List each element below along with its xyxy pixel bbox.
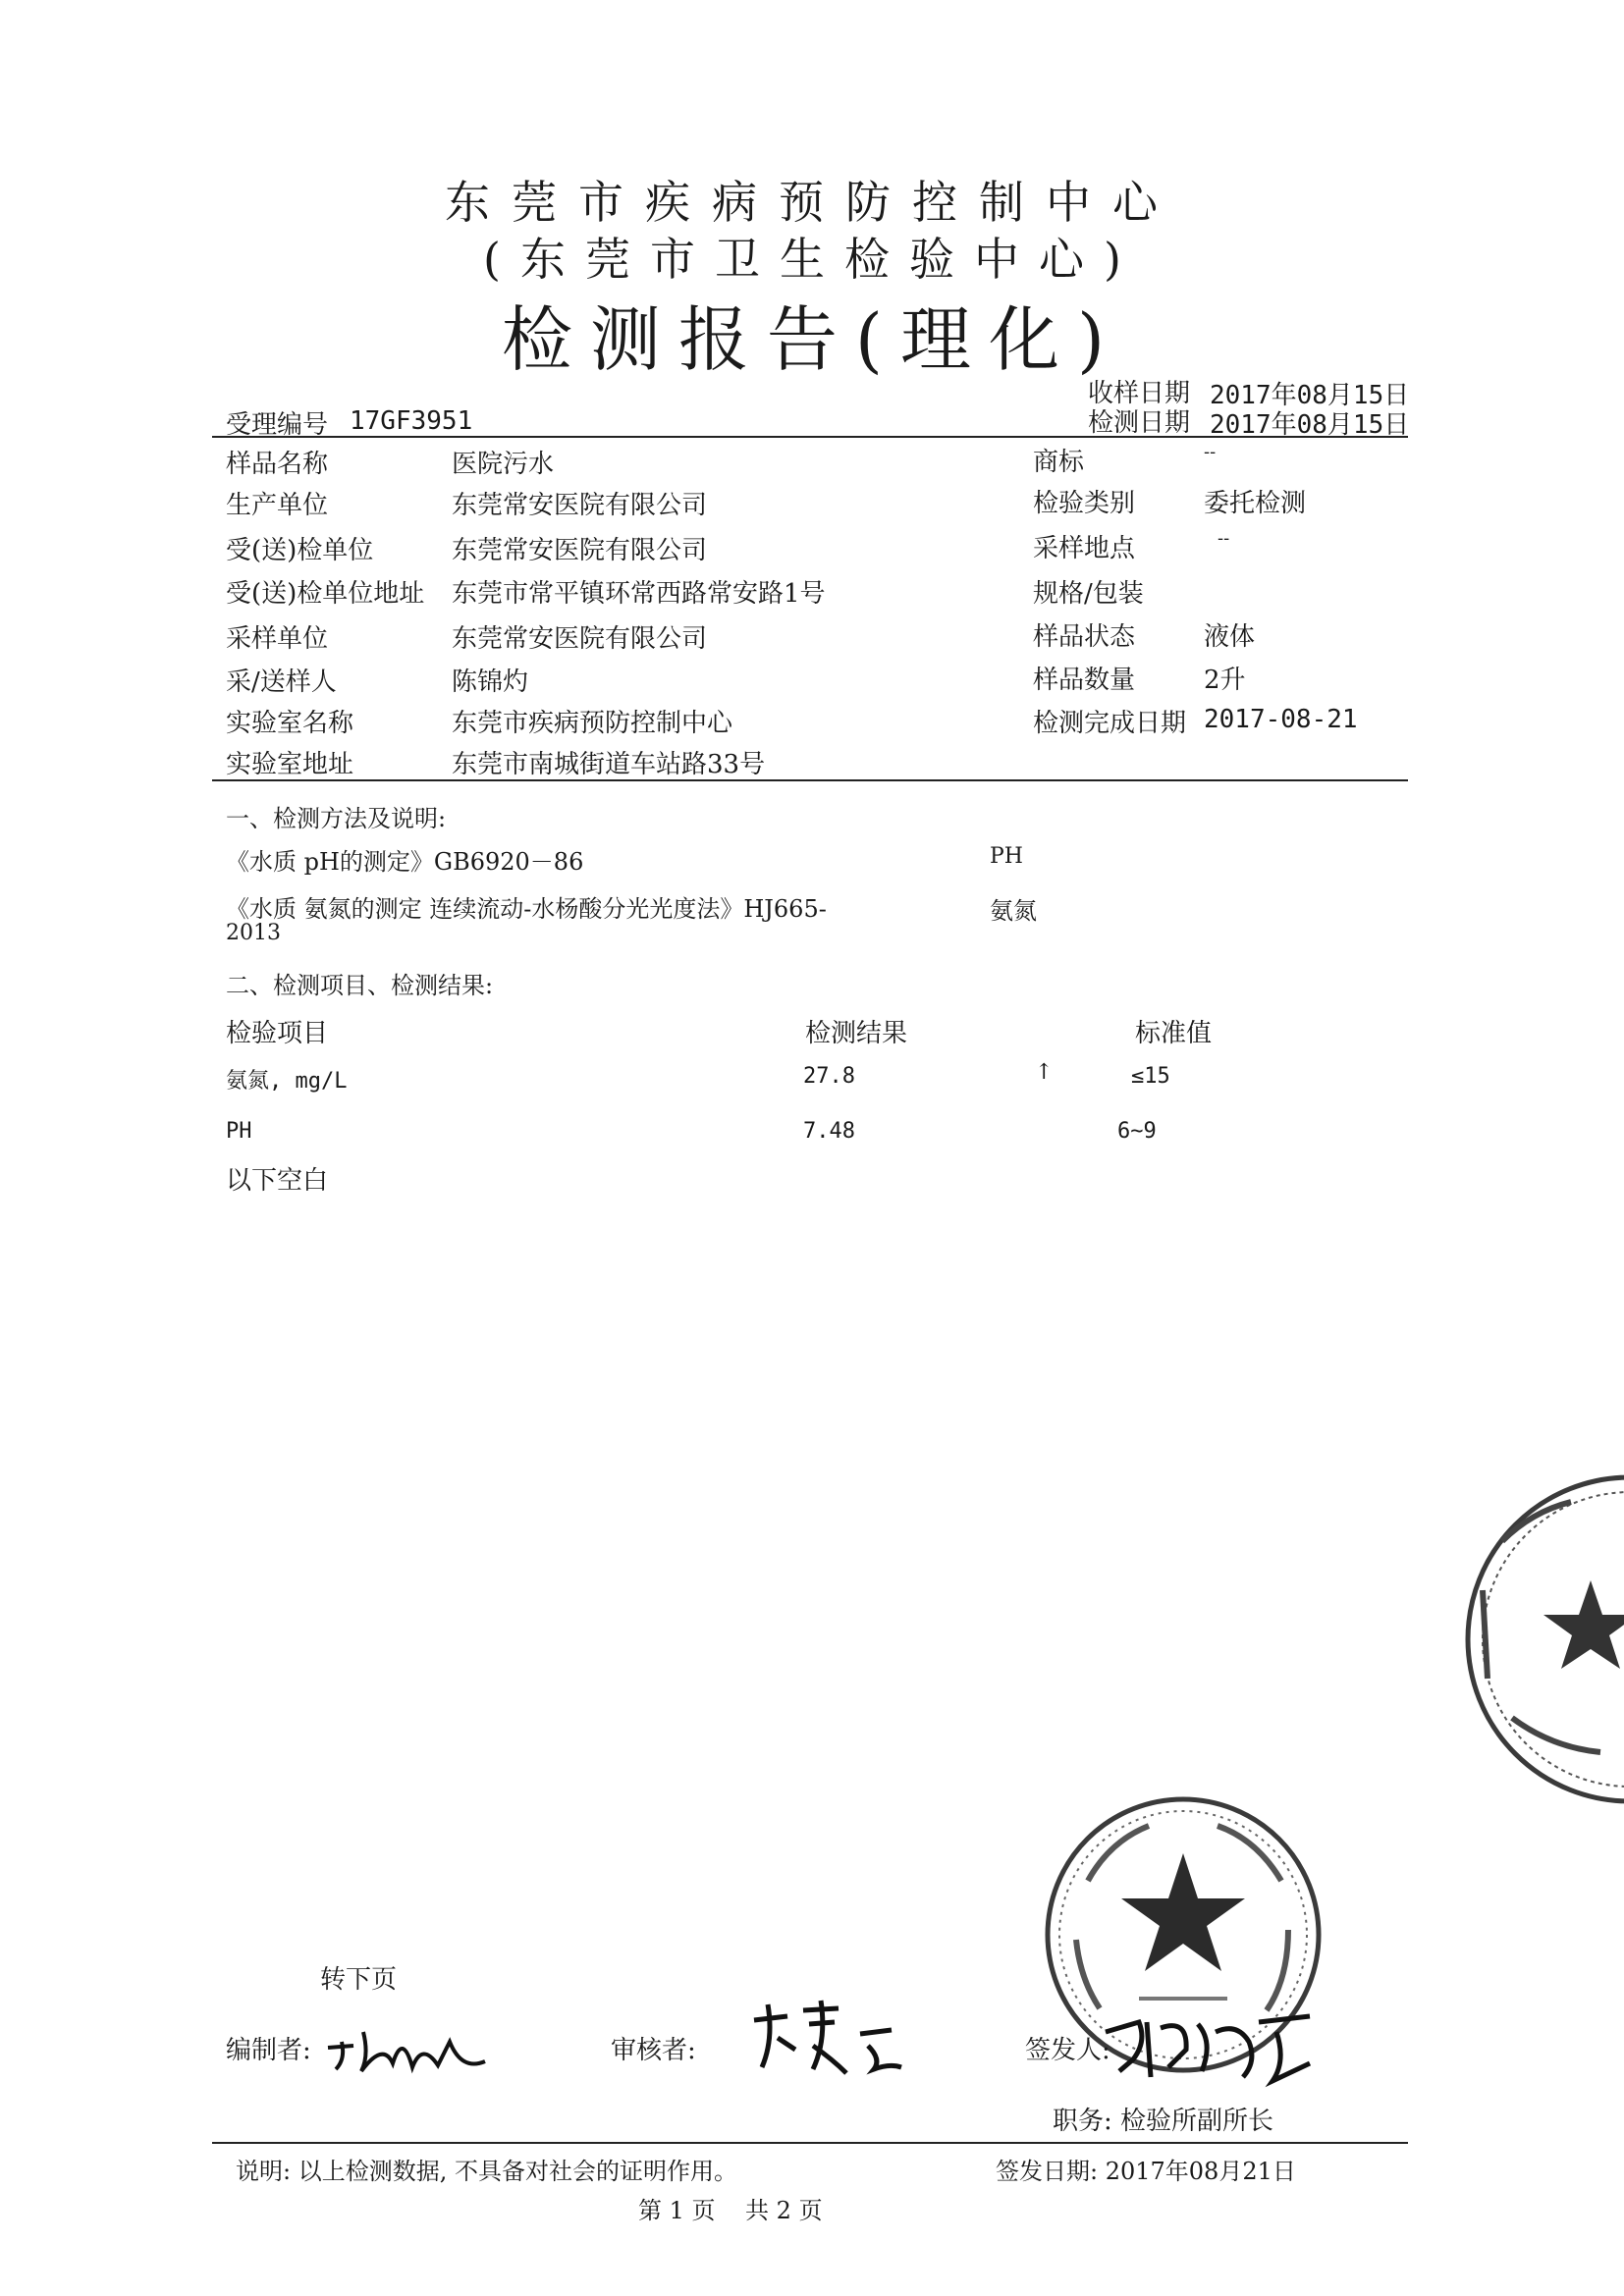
compiler-signature: [324, 2012, 491, 2081]
info-label: 生产单位: [226, 491, 329, 520]
results-column-header: 标准值: [1135, 1019, 1213, 1048]
reviewer-label: 审核者:: [611, 2036, 696, 2065]
method-text: 《水质 氨氮的测定 连续流动-水杨酸分光光度法》HJ665-: [226, 895, 827, 923]
result-value: 7.48: [803, 1119, 855, 1144]
info-value: 委托检测: [1204, 489, 1307, 518]
info-label: 实验室地址: [226, 750, 354, 779]
info-label: 商标: [1033, 448, 1085, 477]
info-label: 受(送)检单位地址: [226, 579, 425, 609]
receive-date-value: 2017年08月15日: [1210, 381, 1410, 410]
info-label: 检测完成日期: [1033, 709, 1187, 738]
partial-official-seal: [1443, 1472, 1624, 1806]
info-value: --: [1218, 528, 1230, 549]
result-item: 氨氮, mg/L: [226, 1069, 348, 1094]
header-rule: [212, 436, 1408, 438]
compiler-label: 编制者:: [226, 2036, 311, 2065]
accept-no-value: 17GF3951: [350, 406, 473, 436]
info-value: 2升: [1204, 666, 1246, 695]
result-flag: ↑: [1035, 1060, 1054, 1085]
methods-heading: 一、检测方法及说明:: [226, 805, 447, 832]
issue-date: 签发日期: 2017年08月21日: [996, 2158, 1296, 2185]
result-standard: 6~9: [1117, 1119, 1157, 1144]
info-label: 样品状态: [1033, 622, 1136, 652]
info-label: 检验类别: [1033, 489, 1136, 518]
method-text-continued: 2013: [226, 921, 281, 945]
info-label: 采/送样人: [226, 667, 337, 697]
issuer-label: 签发人:: [1025, 2036, 1110, 2065]
info-value: 东莞常安医院有限公司: [452, 491, 708, 520]
method-item: PH: [990, 844, 1023, 869]
result-value: 27.8: [803, 1064, 855, 1089]
results-heading: 二、检测项目、检测结果:: [226, 972, 494, 999]
info-rule: [212, 779, 1408, 781]
results-column-header: 检验项目: [226, 1019, 329, 1048]
info-label: 样品名称: [226, 450, 329, 479]
continued-note: 转下页: [320, 1965, 398, 1995]
organization-alias: (东莞市卫生检验中心): [483, 233, 1141, 286]
disclaimer: 说明: 以上检测数据, 不具备对社会的证明作用。: [236, 2158, 737, 2185]
info-value: 医院污水: [452, 450, 555, 479]
test-date-label: 检测日期: [1088, 408, 1191, 438]
info-value: 2017-08-21: [1204, 705, 1358, 734]
result-item: PH: [226, 1119, 252, 1144]
results-column-header: 检测结果: [805, 1019, 908, 1048]
info-value: 东莞市南城街道车站路33号: [452, 750, 766, 779]
report-title: 检测报告(理化): [501, 298, 1123, 381]
accept-no-label: 受理编号: [226, 410, 329, 440]
info-label: 样品数量: [1033, 666, 1136, 695]
reviewer-signature: [744, 1991, 911, 2079]
info-value: 东莞常安医院有限公司: [452, 536, 708, 565]
result-standard: ≤15: [1131, 1064, 1170, 1089]
info-label: 受(送)检单位: [226, 536, 374, 565]
info-label: 规格/包装: [1033, 579, 1144, 609]
info-value: 东莞市疾病预防控制中心: [452, 709, 733, 738]
issuer-position: 职务: 检验所副所长: [1053, 2107, 1274, 2136]
info-label: 采样地点: [1033, 534, 1136, 563]
info-value: 陈锦灼: [452, 667, 529, 697]
footer-rule: [212, 2142, 1408, 2144]
end-note: 以下空白: [226, 1166, 329, 1196]
info-value: 液体: [1204, 622, 1256, 652]
info-label: 采样单位: [226, 624, 329, 654]
receive-date-label: 收样日期: [1088, 379, 1191, 408]
method-item: 氨氮: [990, 897, 1037, 925]
info-value: 东莞常安医院有限公司: [452, 624, 708, 654]
organization-name: 东莞市疾病预防控制中心: [445, 176, 1179, 229]
test-date-value: 2017年08月15日: [1210, 410, 1410, 440]
info-value: 东莞市常平镇环常西路常安路1号: [452, 579, 826, 609]
page-indicator: 第 1 页 共 2 页: [638, 2197, 823, 2224]
method-text: 《水质 pH的测定》GB6920－86: [226, 848, 584, 876]
info-value: --: [1204, 442, 1217, 462]
info-label: 实验室名称: [226, 709, 354, 738]
issuer-signature: [1100, 2002, 1326, 2091]
